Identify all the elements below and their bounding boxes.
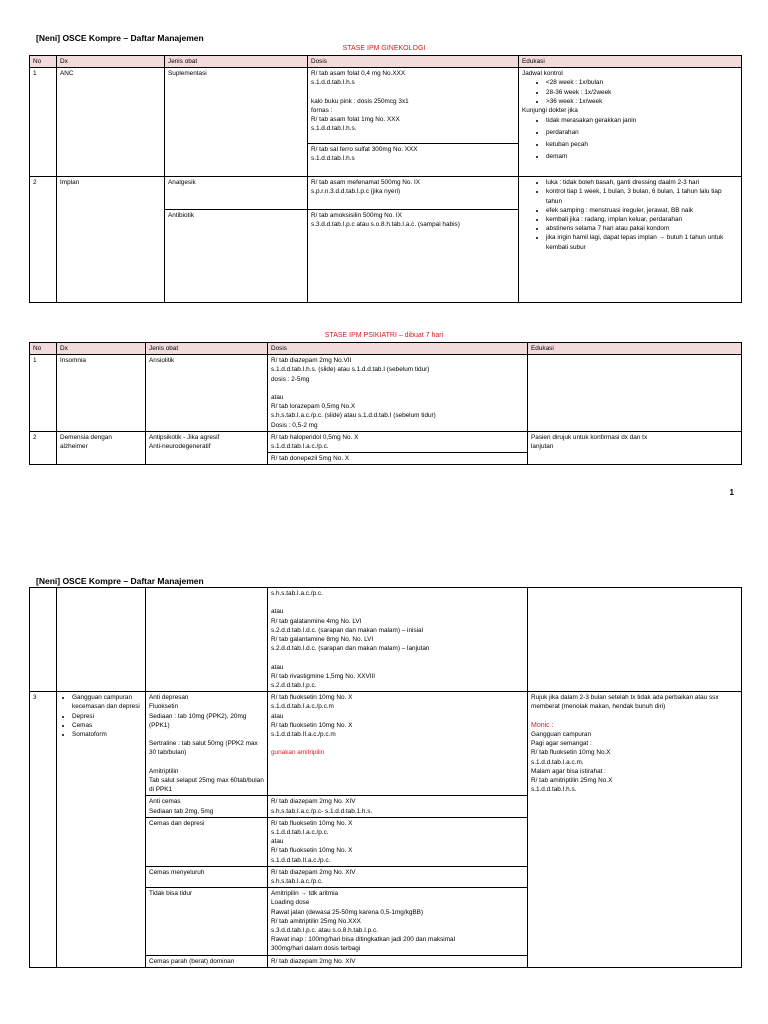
page-title-2: [Neni] OSCE Kompre – Daftar Manajemen	[36, 576, 204, 586]
row-dosis	[268, 796, 528, 817]
row-dx	[57, 692, 146, 968]
dosis-note: gunakan amitripilin	[271, 749, 325, 757]
row-edukasi	[528, 692, 742, 968]
dx-line: Demensia dengan	[60, 433, 112, 441]
col-header-dosis: Dosis	[308, 56, 519, 68]
dosis-line: R/ tab fluoksetin 10mg No. X	[271, 819, 353, 827]
dosis-line: R/ tab diazepam 2mg No. XIV	[271, 868, 356, 876]
dosis-line: fornas :	[311, 107, 333, 114]
edukasi-heading: Kunjungi dokter jika	[522, 107, 578, 115]
list-item: • Gangguan campuran kecemasan dan depresi	[72, 693, 142, 711]
list-item: • jika ingin hamil lagi, dapat lepas implan → butuh 1 tahun untuk kembali subur	[546, 233, 738, 251]
row-dosis	[268, 431, 528, 452]
table-row	[30, 692, 742, 796]
list-item: • >36 week : 1x/week	[546, 97, 738, 106]
row-jenis	[146, 588, 268, 692]
dosis-line: s.1.d.d.tab.II.a.c./p.c.	[271, 856, 331, 864]
dosis-line: s.1.d.d.tab.II.a.c./p.c.m	[271, 731, 336, 739]
jenis-line: Sertraline : tab salut 50mg (PPK2 max 30 tab/bulan)	[149, 740, 258, 757]
jenis-line: Amitriptilin	[149, 767, 179, 775]
col-header-jenis: Jenis obat	[146, 343, 268, 355]
row-edukasi	[528, 431, 742, 465]
dosis-line: s.h.s.tab.I.a.c./p.c.	[271, 878, 323, 886]
dosis-line: R/ tab galatanmine 4mg No. LVI	[271, 617, 362, 625]
row-dosis	[268, 692, 528, 796]
dx-list	[60, 693, 142, 739]
row-dosis	[268, 588, 528, 692]
dosis-line: s.2.d.d.tab.I.d.c. (sarapan dan makan malam) – lanjutan	[271, 645, 430, 653]
dosis-line: R/ tab fluoksetin 10mg No. X	[271, 694, 353, 702]
col-header-dosis: Dosis	[268, 343, 528, 355]
edukasi-line: lanjutan	[531, 443, 554, 451]
row-dosis	[268, 888, 528, 955]
edukasi-line: R/ tab fluoksetin 10mg No.X	[531, 749, 611, 757]
dosis-line: R/ tab asam folat 1mg No. XXX	[311, 116, 400, 124]
row-no: 2	[30, 177, 57, 303]
jenis-line: Anti depresan	[149, 694, 189, 702]
row-dosis	[268, 817, 528, 866]
row-dosis	[268, 355, 528, 432]
dosis-line: R/ tab fluoksetin 10mg No. X	[271, 847, 353, 855]
dosis-line: R/ tab asam folat 0,4 mg No.XXX	[311, 70, 406, 78]
row-dosis	[268, 453, 528, 465]
row-jenis: Analgesik	[165, 177, 308, 210]
list-item: • kontrol tiap 1 week, 1 bulan, 3 bulan, 6 bulan, 1 tahun lalu tiap tahun	[546, 187, 738, 205]
table-row	[30, 177, 742, 210]
row-jenis: Ansiolitik	[146, 355, 268, 432]
ginekologi-table	[29, 55, 742, 303]
edukasi-line: Gangguan campuran	[531, 731, 592, 738]
dosis-line: Amitripilin → tdk aritmia	[271, 890, 339, 898]
page-title: [Neni] OSCE Kompre – Daftar Manajemen	[36, 33, 204, 43]
dosis-line: R/ tab sal ferro sulfat 300mg No. XXX	[311, 146, 418, 154]
jenis-line: Fluoksetin	[149, 703, 179, 711]
col-header-edukasi: Edukasi	[528, 343, 742, 355]
list-item: • Depresi	[72, 712, 142, 721]
dosis-line: Rawat jalan (dewasa 25-50mg karena 0,5-1mg/kgBB)	[271, 908, 424, 916]
list-item: • efek samping : menstruasi ireguler, jerawat, BB naik	[546, 206, 738, 215]
jenis-line: Tab salut selaput 25mg max 60tab/bulan di PPK1	[149, 777, 264, 794]
dosis-line: 300mg/hari dalam dosis terbagi	[271, 945, 361, 953]
jenis-line: Antipsikotik - Jika agresif	[149, 433, 220, 441]
col-header-no: No	[30, 56, 57, 68]
dosis-line: s.1.d.d.tab.I.h.s	[311, 79, 355, 87]
dosis-line: Loading dose	[271, 899, 310, 907]
dosis-line: Dosis : 0,5-2 mg	[271, 421, 318, 429]
psikiatri-table	[29, 342, 742, 465]
row-dx	[57, 431, 146, 465]
row-dx: ANC	[57, 68, 165, 177]
row-jenis: Suplementasi	[165, 68, 308, 177]
row-edukasi	[519, 68, 742, 177]
dosis-line: s.3.d.d.tab.I.p.c. atau s.o.8.h.tab.I.p.c.	[271, 927, 378, 935]
row-no: 2	[30, 431, 57, 465]
dosis-line: atau	[271, 838, 284, 846]
list-item: • Somatoform	[72, 730, 142, 739]
dosis-line: s.h.s.tab.I.a.c./p.c- s.1.d.d.tab.1.h.s.	[271, 807, 373, 815]
row-dosis	[308, 68, 519, 144]
dosis-line: R/ tab asam mefenamat 500mg No. IX	[311, 179, 421, 187]
dosis-line: Rawat inap : 100mg/hari bisa ditingkatkan jadi 200 dan maksimal	[271, 936, 456, 944]
dosis-line: R/ tab amitriptilin 25mg No.XXX	[271, 917, 361, 925]
col-header-dx: Dx	[57, 56, 165, 68]
dosis-line: R/ tab donepezil 5mg No. X	[271, 455, 350, 463]
dosis-line: R/ tab rivastigmine 1,5mg No. XXVIII	[271, 672, 376, 680]
row-jenis: Cemas dan depresi	[146, 817, 268, 866]
row-no	[30, 588, 57, 692]
jenis-line: Anti-neurodegeneratif	[149, 443, 211, 451]
row-dosis	[268, 866, 528, 887]
row-jenis: Tidak bisa tidur	[146, 888, 268, 955]
jenis-line: Anti cemas	[149, 798, 181, 806]
dosis-line: s.3.d.d.tab.I.p.c atau s.o.8.h.tab.I.a.c. (sampai habis)	[311, 221, 460, 229]
section-title-ginekologi: STASE IPM GINEKOLOGI	[342, 45, 426, 52]
section-title-psikiatri: STASE IPM PSIKIATRI – dibuat 7 hari	[324, 332, 444, 339]
row-dosis	[268, 955, 528, 967]
row-edukasi	[519, 177, 742, 303]
row-jenis: Antibiotik	[165, 210, 308, 303]
dosis-line: R/ tab amoksisilin 500mg No. IX	[311, 212, 402, 220]
dosis-line: R/ tab diazepam 2mg No. XIV	[271, 798, 356, 806]
edukasi-list	[522, 178, 738, 252]
psikiatri-table-continued	[29, 587, 742, 968]
row-jenis	[146, 796, 268, 817]
row-dosis	[308, 177, 519, 210]
col-header-edukasi: Edukasi	[519, 56, 742, 68]
dosis-line: R/ tab diazepam 2mg No.VII	[271, 357, 352, 365]
dosis-line: R/ tab lorazepam 0,5mg No.X	[271, 403, 356, 411]
dosis-line: s.2.d.d.tab.I.p.c.	[271, 682, 317, 689]
page-number: 1	[729, 488, 734, 497]
row-no: 1	[30, 68, 57, 177]
table-row	[30, 588, 742, 692]
row-jenis	[146, 692, 268, 796]
table-row	[30, 355, 742, 432]
row-jenis: Cemas menyeluruh	[146, 866, 268, 887]
dosis-line: s.h.s.tab.I.a.c./p.c. (slide) atau s.1.d.d.tab.I (sebelum tidur)	[271, 412, 436, 420]
dosis-line: atau	[271, 608, 284, 616]
dosis-line: dosis : 2-5mg	[271, 375, 310, 383]
dosis-line: R/ tab fluoksetin 10mg No. X	[271, 721, 353, 729]
list-item: • 28-36 week : 1x/2week	[546, 88, 738, 97]
dx-line: alzheimer	[60, 443, 88, 451]
dosis-line: R/ tab galantamine 8mg No. No. LVI	[271, 636, 374, 643]
dosis-line: atau	[271, 394, 284, 401]
table-header-row	[30, 56, 742, 68]
dosis-line: atau	[271, 712, 284, 720]
list-item: • kembali jika : radang, implan keluar, perdarahan	[546, 215, 738, 224]
row-jenis	[146, 431, 268, 465]
row-dx: Implan	[57, 177, 165, 303]
edukasi-heading: Jadwal kontrol	[522, 70, 563, 78]
edukasi-line: Pagi agar semangat :	[531, 740, 592, 748]
edukasi-line: Malam agar bisa istirahat :	[531, 767, 606, 775]
row-jenis: Cemas parah (berat) dominan	[146, 955, 268, 967]
list-item: • demam	[546, 151, 738, 163]
list-item: • luka : tidak boleh basah, ganti dressing daalm 2-3 hari	[546, 178, 738, 187]
list-item: • tidak merasakan gerakkan janin	[546, 115, 738, 127]
row-dx	[57, 588, 146, 692]
col-header-dx: Dx	[57, 343, 146, 355]
edukasi-line: Pasien dirujuk untuk konfirmasi dx dan tx	[531, 433, 648, 441]
list-item: • Cemas	[72, 721, 142, 730]
row-edukasi	[528, 588, 742, 692]
list-item: • ketuban pecah	[546, 139, 738, 151]
dosis-line: kalo buku pink : dosis 250mcg 3x1	[311, 97, 409, 105]
list-item: • abstinens selama 7 hari atau pakai kondom	[546, 224, 738, 233]
edukasi-list	[522, 78, 738, 106]
edukasi-line: s.1.d.d.tab.I.a.c.m.	[531, 758, 584, 766]
edukasi-line: R/ tab amitriptilin 25mg No.X	[531, 777, 613, 785]
col-header-jenis: Jenis obat	[165, 56, 308, 68]
dosis-line: s.h.s.tab.I.a.c./p.c.	[271, 590, 323, 597]
list-item: • <28 week : 1x/bulan	[546, 78, 738, 87]
dosis-line: s.p.r.n.3.d.d.tab.I.p.c (jika nyeri)	[311, 188, 401, 196]
row-no: 1	[30, 355, 57, 432]
row-dx: Insomnia	[57, 355, 146, 432]
jenis-line: Sediaan : tab 10mg (PPK2), 20mg (PPK1)	[149, 712, 247, 729]
row-dosis	[308, 210, 519, 303]
dosis-line: s.1.d.d.tab.I.a.c./p.c.	[271, 829, 329, 837]
edukasi-list	[522, 115, 738, 163]
list-item: • perdarahan	[546, 127, 738, 139]
dosis-line: s.1.d.d.tab.I.a.c./p.c.	[271, 443, 329, 451]
dosis-line: R/ tab haloperidol 0,5mg No. X	[271, 433, 359, 441]
edukasi-line: s.1.d.d.tab.I.h.s.	[531, 786, 577, 794]
dosis-line: R/ tab diazepam 2mg No. XIV	[271, 957, 356, 965]
row-no: 3	[30, 692, 57, 968]
dosis-line: s.2.d.d.tab.I.d.c. (sarapan dan makan malam) – inisial	[271, 626, 424, 634]
dosis-line: s.1.d.d.tab.I.h.s. (slide) atau s.1.d.d.tab.I (sebelum tidur)	[271, 366, 430, 374]
table-header-row	[30, 343, 742, 355]
dosis-line: s.1.d.d.tab.I.h.s.	[311, 125, 357, 133]
edukasi-note: Monic :	[531, 721, 554, 729]
dosis-line: s.1.d.d.tab.I.h.s	[311, 155, 355, 163]
jenis-line: Sediaan tab 2mg, 5mg	[149, 807, 214, 815]
table-row	[30, 68, 742, 144]
col-header-no: No	[30, 343, 57, 355]
row-dosis	[308, 144, 519, 177]
edukasi-line: Rujuk jika dalam 2-3 bulan setelah tx tidak ada perbaikan atau ssx memberat (menolak makan, hendak bunuh diri)	[531, 694, 719, 711]
dosis-line: s.1.d.d.tab.I.a.c./p.c.m	[271, 703, 334, 711]
table-row	[30, 431, 742, 452]
dosis-line: atau	[271, 663, 284, 671]
row-edukasi	[528, 355, 742, 432]
